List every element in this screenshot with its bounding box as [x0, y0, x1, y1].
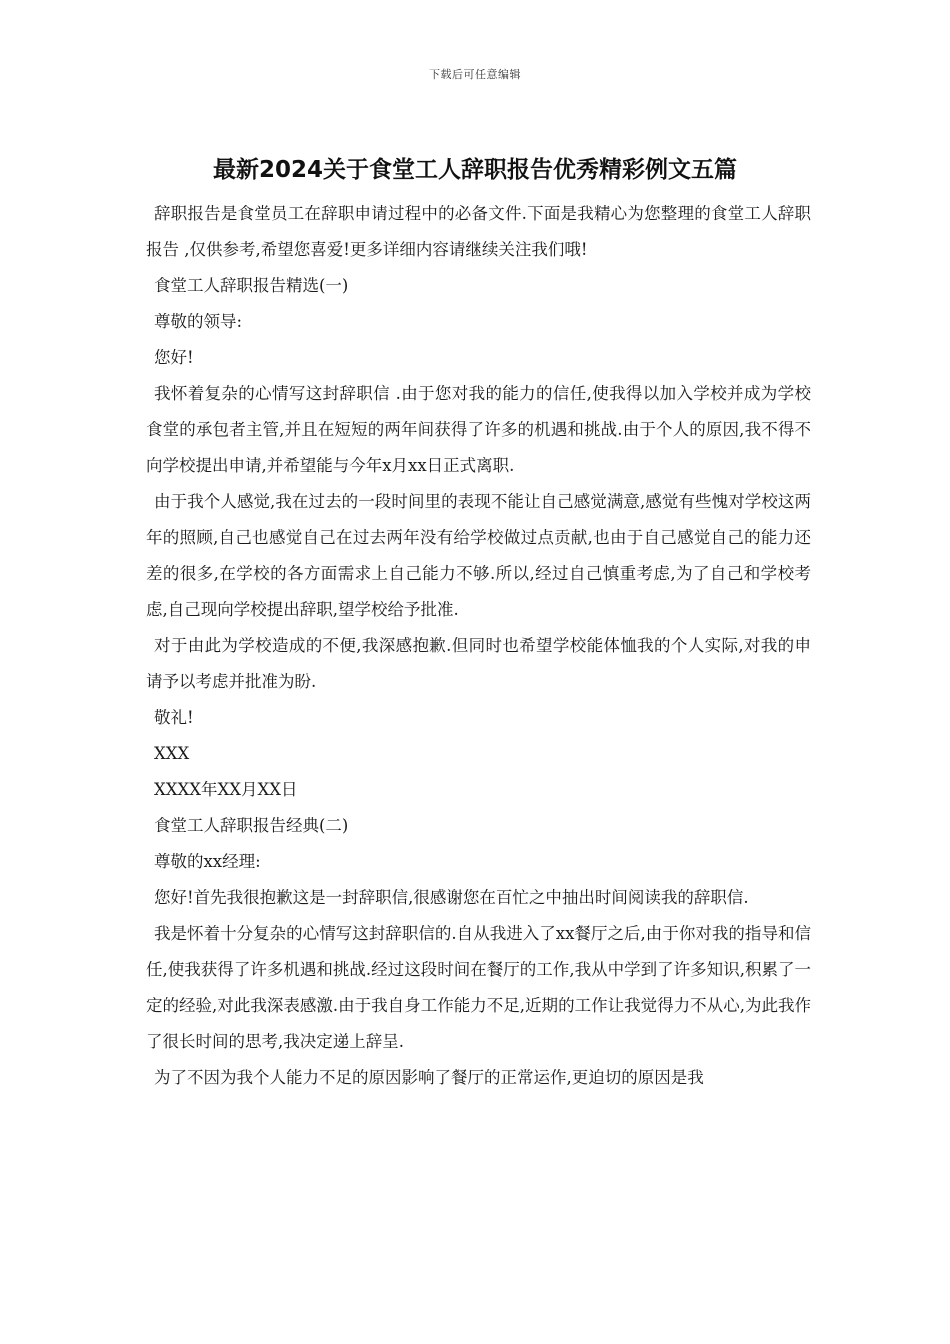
header-note: 下载后可任意编辑 [429, 68, 521, 81]
signature-1: XXX [154, 744, 190, 763]
salutation-2: 尊敬的xx经理: [154, 852, 261, 871]
body-paragraph: 对于由此为学校造成的不便,我深感抱歉.但同时也希望学校能体恤我的个人实际,对我的申请予以考虑并批准为盼. [146, 636, 811, 691]
body-paragraph: 由于我个人感觉,我在过去的一段时间里的表现不能让自己感觉满意,感觉有些愧对学校这两年的照顾,自己也感觉自己在过去两年没有给学校做过点贡献,也由于自己感觉自己的能力还差的很多,在学校的各方面需求上自己能力不够.所以,经过自己慎重考虑,为了自己和学校考虑,自己现向学校提出辞职,望学校给予批准. [146, 492, 811, 619]
section-heading-2: 食堂工人辞职报告经典(二) [154, 816, 349, 835]
body-paragraph: 我是怀着十分复杂的心情写这封辞职信的.自从我进入了xx餐厅之后,由于你对我的指导和信任,使我获得了许多机遇和挑战.经过这段时间在餐厅的工作,我从中学到了许多知识,积累了一定的经验,对此我深表感激.由于我自身工作能力不足,近期的工作让我觉得力不从心,为此我作了很长时间的思考,我决定递上辞呈. [146, 924, 811, 1051]
salutation-1: 尊敬的领导: [154, 312, 243, 331]
closing-1: 敬礼! [154, 708, 194, 727]
body-paragraph: 您好!首先我很抱歉这是一封辞职信,很感谢您在百忙之中抽出时间阅读我的辞职信. [154, 888, 749, 907]
document-title: 最新2024关于食堂工人辞职报告优秀精彩例文五篇 [212, 157, 737, 183]
body-paragraph: 我怀着复杂的心情写这封辞职信 .由于您对我的能力的信任,使我得以加入学校并成为学校食堂的承包者主管,并且在短短的两年间获得了许多的机遇和挑战.由于个人的原因,我不得不向学校提出申请,并希望能与今年x月xx日正式离职. [146, 384, 811, 475]
intro-paragraph: 辞职报告是食堂员工在辞职申请过程中的必备文件.下面是我精心为您整理的食堂工人辞职报告 ,仅供参考,希望您喜爱!更多详细内容请继续关注我们哦! [146, 204, 811, 259]
greeting-1: 您好! [154, 348, 194, 367]
body-paragraph: 为了不因为我个人能力不足的原因影响了餐厅的正常运作,更迫切的原因是我 [154, 1068, 704, 1087]
document-body [146, 196, 811, 1096]
section-heading-1: 食堂工人辞职报告精选(一) [154, 276, 349, 295]
date-1: XXXX年XX月XX日 [154, 780, 298, 799]
